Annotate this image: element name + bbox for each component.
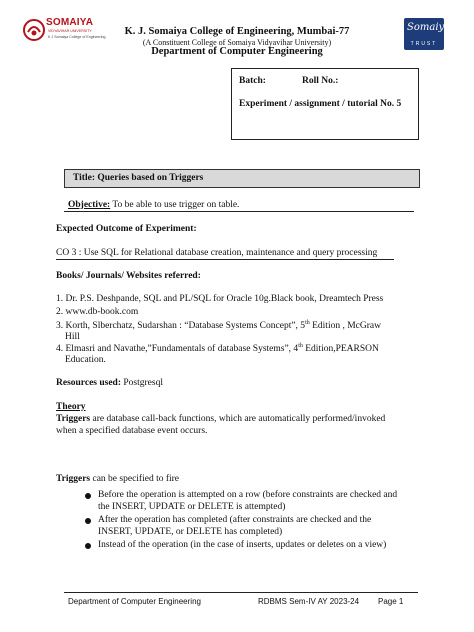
book-item-3-text: 3. Korth, Slberchatz, Sudarshan : “Database Systems Concept”, 5: [56, 321, 306, 332]
objective-text: To be able to use trigger on table.: [110, 200, 240, 210]
bullet-1-line-1: Before the operation is attempted on a row (before constraints are checked and: [98, 490, 398, 500]
logo-college-line: K J Somaiya College of Engineering: [48, 35, 106, 39]
footer-page-number: Page 1: [378, 597, 404, 606]
batch-label: Batch:: [239, 76, 266, 86]
theory-para-1-text: are database call-back functions, which are automatically performed/invoked: [90, 414, 386, 424]
objective-line: [68, 200, 239, 210]
bullet-2-line-2: INSERT, UPDATE, or DELETE has completed): [98, 527, 283, 537]
expected-outcome-heading: Expected Outcome of Experiment:: [56, 224, 197, 234]
book-item-4: [56, 343, 379, 354]
trust-script-text: Somaiya: [407, 22, 451, 33]
batch-info-box: [231, 68, 419, 140]
book-item-4-edition: Edition,PEARSON: [302, 344, 379, 355]
book-item-1: 1. Dr. P.S. Deshpande, SQL and PL/SQL for Oracle 10g.Black book, Dreamtech Press: [56, 294, 384, 304]
title-box: [64, 169, 420, 188]
theory-para-1-line-1: [56, 414, 385, 424]
books-heading: Books/ Journals/ Websites referred:: [56, 271, 201, 281]
footer-course: RDBMS Sem-IV AY 2023-24: [258, 597, 360, 606]
theory-para-2-text: can be specified to fire: [90, 474, 180, 484]
department-title: Department of Computer Engineering: [151, 46, 323, 57]
resources-text: Postgresql: [121, 378, 163, 388]
constituent-line: (A Constituent College of Somaiya Vidyavihar University): [142, 38, 332, 47]
logo-subtitle: VIDYAVIHAR UNIVERSITY: [48, 29, 92, 33]
bullet-1-line-2: the INSERT, UPDATE or DELETE is attempted): [98, 502, 286, 512]
triggers-term-2: Triggers: [56, 474, 91, 484]
book-item-3-cont: Hill: [65, 332, 80, 342]
book-item-3: [56, 320, 381, 331]
bullet-icon: [85, 493, 91, 499]
resources-line: [56, 378, 163, 388]
triggers-term: Triggers: [56, 414, 91, 424]
theory-para-2: [56, 474, 179, 484]
logo-name: SOMAIYA: [46, 17, 94, 28]
bullet-icon: [85, 518, 91, 524]
college-title: K. J. Somaiya College of Engineering, Mumbai-77: [124, 26, 350, 37]
theory-para-1-line-2: when a specified database event occurs.: [56, 426, 208, 436]
book-item-3-sup: th: [305, 320, 310, 326]
book-item-2: 2. www.db-book.com: [56, 307, 139, 317]
resources-label: Resources used:: [56, 378, 122, 388]
book-item-4-sup: th: [298, 343, 303, 349]
experiment-title: Title: Queries based on Triggers: [73, 173, 204, 183]
outcome-underline: [56, 259, 394, 260]
experiment-number: Experiment / assignment / tutorial No. 5: [239, 99, 402, 109]
book-item-3-edition: Edition , McGraw: [309, 321, 381, 332]
bullet-icon: [85, 543, 91, 549]
footer-department: Department of Computer Engineering: [68, 597, 201, 606]
course-outcome: CO 3 : Use SQL for Relational database creation, maintenance and query processing: [56, 248, 378, 258]
bullet-2-line-1: After the operation has completed (after constraints are checked and the: [98, 515, 372, 525]
roll-no-label: Roll No.:: [302, 76, 339, 86]
book-item-4-text: 4. Elmasri and Navathe,”Fundamentals of database Systems”, 4: [56, 344, 299, 355]
objective-underline: [64, 211, 414, 212]
footer-rule: [64, 592, 418, 593]
bullet-3-line-1: Instead of the operation (in the case of inserts, updates or deletes on a view): [98, 540, 387, 550]
theory-heading: Theory: [56, 402, 86, 412]
objective-label: Objective:: [68, 200, 111, 210]
book-item-4-cont: Education.: [65, 355, 106, 365]
trust-label: TRUST: [410, 41, 438, 47]
